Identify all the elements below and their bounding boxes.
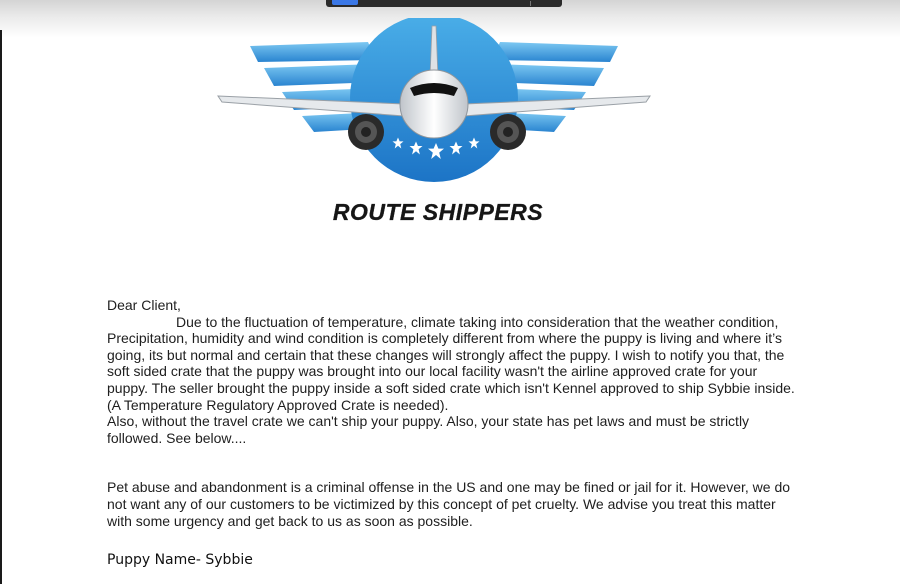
viewer-toolbar-divider <box>530 1 531 6</box>
left-engine-icon <box>348 114 384 150</box>
letter-salutation: Dear Client, <box>107 297 181 313</box>
letter-paragraph-2: Pet abuse and abandonment is a criminal offense in the US and one may be fined or jail for it. However, we do not want any of our customers to be victimized by this concept of pet cruelty. We advise you treat this matter with some urgency and get back to us as soon as possible. <box>107 479 791 529</box>
viewer-toolbar-active-tab[interactable] <box>332 0 358 5</box>
letter-paragraph-1-continued: Also, without the travel crate we can't ship your puppy. Also, your state has pet laws and must be strictly followed. See below.... <box>107 413 750 446</box>
viewer-toolbar[interactable] <box>326 0 562 7</box>
brand-name: ROUTE SHIPPERS <box>332 199 544 225</box>
puppy-name: Puppy Name- Sybbie <box>107 552 253 568</box>
window-left-edge <box>0 30 2 584</box>
right-engine-icon <box>490 114 526 150</box>
route-shippers-logo <box>198 18 670 188</box>
letter-body <box>107 297 799 529</box>
letter-paragraph-1: Due to the fluctuation of temperature, climate taking into consideration that the weather condition, Precipitation, humidity and wind condition is completely different from where the puppy is living and where it’s going, its but normal and certain that these changes will strongly affect the puppy. I wish to notify you that, the soft sided crate that the puppy was brought into our local facility wasn't the airline approved crate for your puppy. The seller brought the puppy inside a soft sided crate which isn't Kennel approved to ship Sybbie inside. (A Temperature Regulatory Approved Crate is needed). <box>107 313 795 413</box>
